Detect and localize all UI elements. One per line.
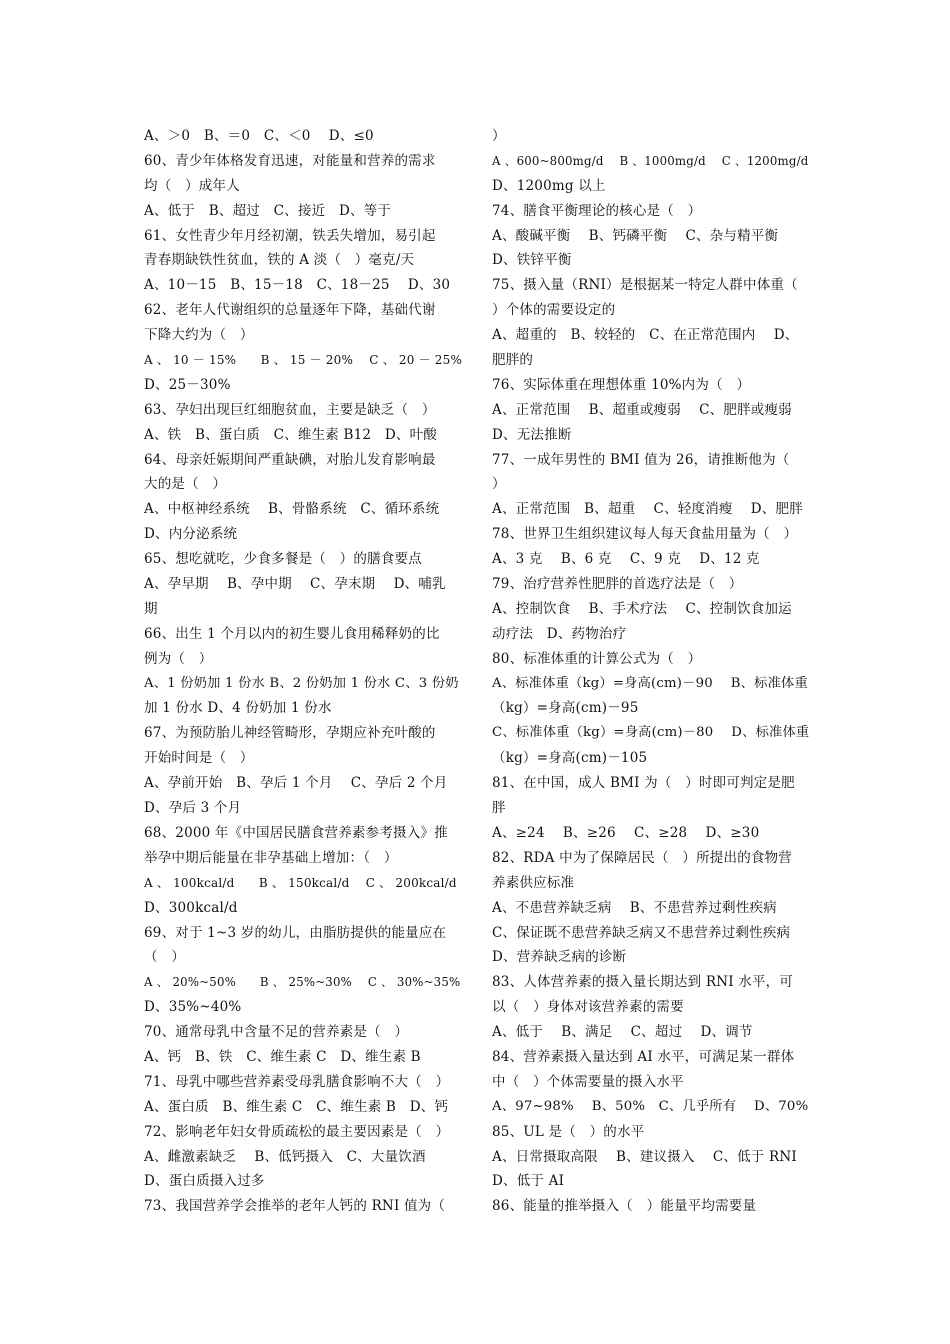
text-line: 胖 [492,800,506,817]
left-column [144,124,462,1219]
text-line: C、保证既不患营养缺乏病又不患营养过剩性疾病 [492,924,791,941]
text-line: A、低于 B、超过 C、接近 D、等于 [144,202,392,219]
text-line: A、10－15 B、15－18 C、18－25 D、30 [144,277,451,294]
text-line: A、中枢神经系统 B、骨骼系统 C、循环系统 [144,501,440,518]
text-line: 67、为预防胎儿神经管畸形，孕期应补充叶酸的 [144,725,436,742]
text-line: A 、 20%~50% B 、 25%~30% C 、 30%~35% [144,975,461,990]
text-line: 74、膳食平衡理论的核心是（ ） [492,202,702,219]
text-line: A 、600~800mg/d B 、1000mg/d C 、1200mg/d [492,153,809,168]
text-line: 78、世界卫生组织建议每人每天食盐用量为（ ） [492,526,798,543]
text-line: 83、人体营养素的摄入量长期达到 RNI 水平，可 [492,974,794,991]
text-line: 69、对于 1~3 岁的幼儿，由脂肪提供的能量应在 [144,924,447,941]
text-line: D、25－30% [144,376,231,393]
text-line: 70、通常母乳中含量不足的营养素是（ ） [144,1024,409,1041]
text-line: A、≥24 B、≥26 C、≥28 D、≥30 [492,824,760,841]
text-line: A、＞0 B、＝0 C、＜0 D、≤0 [144,128,374,144]
text-line: D、低于 AI [492,1173,565,1190]
text-line: A 、 10 － 15% B 、 15 － 20% C 、 20 － 25% [144,353,463,368]
text-line: 75、摄入量（RNI）是根据某一特定人群中体重（ [492,277,798,294]
text-line: 85、UL 是（ ）的水平 [492,1123,645,1140]
text-line: ） [492,128,506,144]
text-line: 举孕中期后能量在非孕基础上增加：（ ） [144,849,398,866]
text-line: D、蛋白质摄入过多 [144,1173,265,1190]
text-line: 68、2000 年《中国居民膳食营养素参考摄入》推 [144,824,448,841]
text-line: 79、治疗营养性肥胖的首选疗法是（ ） [492,576,743,593]
text-line: A、标准体重（kg）=身高(cm)－90 B、标准体重 [492,675,808,691]
text-line: 养素供应标准 [492,874,575,891]
text-line: 73、我国营养学会推举的老年人钙的 RNI 值为（ [144,1198,446,1215]
text-line: ） [492,476,506,493]
text-line: 中（ ）个体需要量的摄入水平 [492,1073,684,1090]
text-line: （kg）=身高(cm)－95 [492,700,639,717]
text-line: 61、女性青少年月经初潮，铁丢失增加，易引起 [144,227,436,244]
text-line: D、35%~40% [144,999,242,1016]
text-line: （ ） [144,949,186,966]
text-line: D、1200mg 以上 [492,177,606,194]
text-line: 66、出生 1 个月以内的初生婴儿食用稀释奶的比 [144,625,440,642]
text-line: 80、标准体重的计算公式为（ ） [492,650,702,667]
text-line: 均（ ）成年人 [144,177,240,194]
text-line: A、酸碱平衡 B、钙磷平衡 C、杂与精平衡 [492,227,779,244]
text-line: A、不患营养缺乏病 B、不患营养过剩性疾病 [492,899,777,916]
text-line: 77、一成年男性的 BMI 值为 26，请推断他为（ [492,451,790,468]
text-line: D、孕后 3 个月 [144,800,242,817]
text-line: 肥胖的 [492,352,534,369]
text-line: 动疗法 D、药物治疗 [492,625,627,642]
text-line: A、蛋白质 B、维生素 C C、维生素 B D、钙 [144,1098,449,1115]
text-line: A 、 100kcal/d B 、 150kcal/d C 、 200kcal/d [144,875,457,890]
text-line: 64、母亲妊娠期间严重缺碘，对胎儿发育影响最 [144,451,436,468]
text-line: ）个体的需要设定的 [492,302,616,319]
text-line: A、孕早期 B、孕中期 C、孕末期 D、哺乳 [144,576,446,593]
text-line: 71、母乳中哪些营养素受母乳膳食影响不大（ ） [144,1073,450,1090]
text-line: C、标准体重（kg）=身高(cm)－80 D、标准体重 [492,725,810,741]
text-line: 加 1 份水 D、4 份奶加 1 份水 [144,700,332,717]
text-line: 期 [144,600,158,617]
text-line: 84、营养素摄入量达到 AI 水平，可满足某一群体 [492,1048,795,1065]
text-line: 86、能量的推举摄入（ ）能量平均需要量 [492,1198,757,1215]
text-line: A、正常范围 B、超重 C、轻度消瘦 D、肥胖 [492,501,803,518]
text-line: 63、孕妇出现巨红细胞贫血，主要是缺乏（ ） [144,401,436,418]
text-line: 例为（ ） [144,650,213,667]
text-line: A、正常范围 B、超重或瘦弱 C、肥胖或瘦弱 [492,401,792,418]
text-line: （kg）=身高(cm)－105 [492,750,648,767]
right-column [492,124,810,1219]
text-line: A、日常摄取高限 B、建议摄入 C、低于 RNI [492,1148,797,1165]
text-line: 65、想吃就吃，少食多餐是（ ）的膳食要点 [144,551,422,568]
text-line: A、1 份奶加 1 份水 B、2 份奶加 1 份水 C、3 份奶 [144,675,459,691]
text-line: A、低于 B、满足 C、超过 D、调节 [492,1024,753,1041]
text-line: 62、老年人代谢组织的总量逐年下降，基础代谢 [144,302,436,319]
text-line: A、钙 B、铁 C、维生素 C D、维生素 B [144,1048,421,1065]
text-line: A、孕前开始 B、孕后 1 个月 C、孕后 2 个月 [144,775,448,792]
text-line: A、97~98% B、50% C、几乎所有 D、70% [492,1098,809,1114]
text-line: 82、RDA 中为了保障居民（ ）所提出的食物营 [492,849,793,866]
text-line: A、雌激素缺乏 B、低钙摄入 C、大量饮酒 [144,1148,426,1165]
text-line: 开始时间是（ ） [144,750,254,767]
text-line: 81、在中国，成人 BMI 为（ ）时即可判定是肥 [492,775,795,792]
text-line: 60、青少年体格发育迅速，对能量和营养的需求 [144,152,436,169]
text-line: 青春期缺铁性贫血，铁的 A 淡（ ）毫克/天 [144,252,415,269]
text-line: D、内分泌系统 [144,526,238,543]
text-line: A、超重的 B、较轻的 C、在正常范围内 D、 [492,327,799,344]
text-line: D、300kcal/d [144,899,238,916]
text-line: A、控制饮食 B、手术疗法 C、控制饮食加运 [492,600,792,617]
text-line: 72、影响老年妇女骨质疏松的最主要因素是（ ） [144,1123,450,1140]
text-line: 以（ ）身体对该营养素的需要 [492,999,684,1016]
text-line: D、铁锌平衡 [492,252,572,269]
text-line: 76、实际体重在理想体重 10%内为（ ） [492,376,751,393]
text-line: 下降大约为（ ） [144,327,254,344]
text-line: D、无法推断 [492,426,572,443]
text-line: A、3 克 B、6 克 C、9 克 D、12 克 [492,551,760,568]
text-line: A、铁 B、蛋白质 C、维生素 B12 D、叶酸 [144,426,438,443]
text-line: 大的是（ ） [144,476,227,493]
text-line: D、营养缺乏病的诊断 [492,949,627,966]
